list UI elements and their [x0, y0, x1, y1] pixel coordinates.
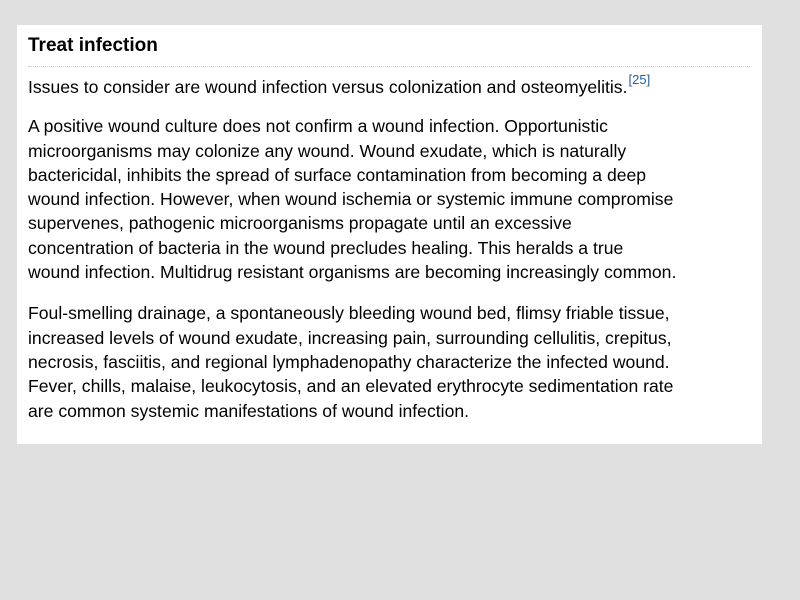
paragraph-line: necrosis, fasciitis, and regional lymphadenopathy characterize the infected wound.: [28, 351, 670, 372]
paragraph-line: Foul-smelling drainage, a spontaneously bleeding wound bed, flimsy friable tissue,: [28, 303, 670, 324]
paragraph-line: concentration of bacteria in the wound precludes healing. This heralds a true: [28, 237, 624, 258]
paragraph-line: A positive wound culture does not confirm a wound infection. Opportunistic: [28, 116, 608, 137]
article-panel: [17, 25, 762, 444]
reference-link[interactable]: [25]: [628, 72, 651, 87]
paragraph-line: microorganisms may colonize any wound. Wound exudate, which is naturally: [28, 140, 627, 161]
paragraph-culture: [28, 114, 768, 284]
paragraph-line: wound infection. Multidrug resistant organisms are becoming increasingly common.: [28, 262, 677, 283]
paragraph-line: are common systemic manifestations of wound infection.: [28, 400, 470, 421]
paragraph-line: Fever, chills, malaise, leukocytosis, and an elevated erythrocyte sedimentation rate: [28, 376, 674, 397]
paragraph-line: bactericidal, inhibits the spread of surface contamination from becoming a deep: [28, 164, 647, 185]
paragraph-signs: [28, 301, 768, 422]
section-title: Treat infection: [28, 35, 750, 67]
paragraph-line: wound infection. However, when wound ischemia or systemic immune compromise: [28, 189, 674, 210]
paragraph-line: increased levels of wound exudate, increasing pain, surrounding cellulitis, crepitus,: [28, 327, 672, 348]
paragraph-intro: [28, 72, 768, 99]
paragraph-line: supervenes, pathogenic microorganisms propagate until an excessive: [28, 213, 572, 234]
paragraph-line: Issues to consider are wound infection versus colonization and osteomyelitis.: [28, 77, 628, 97]
